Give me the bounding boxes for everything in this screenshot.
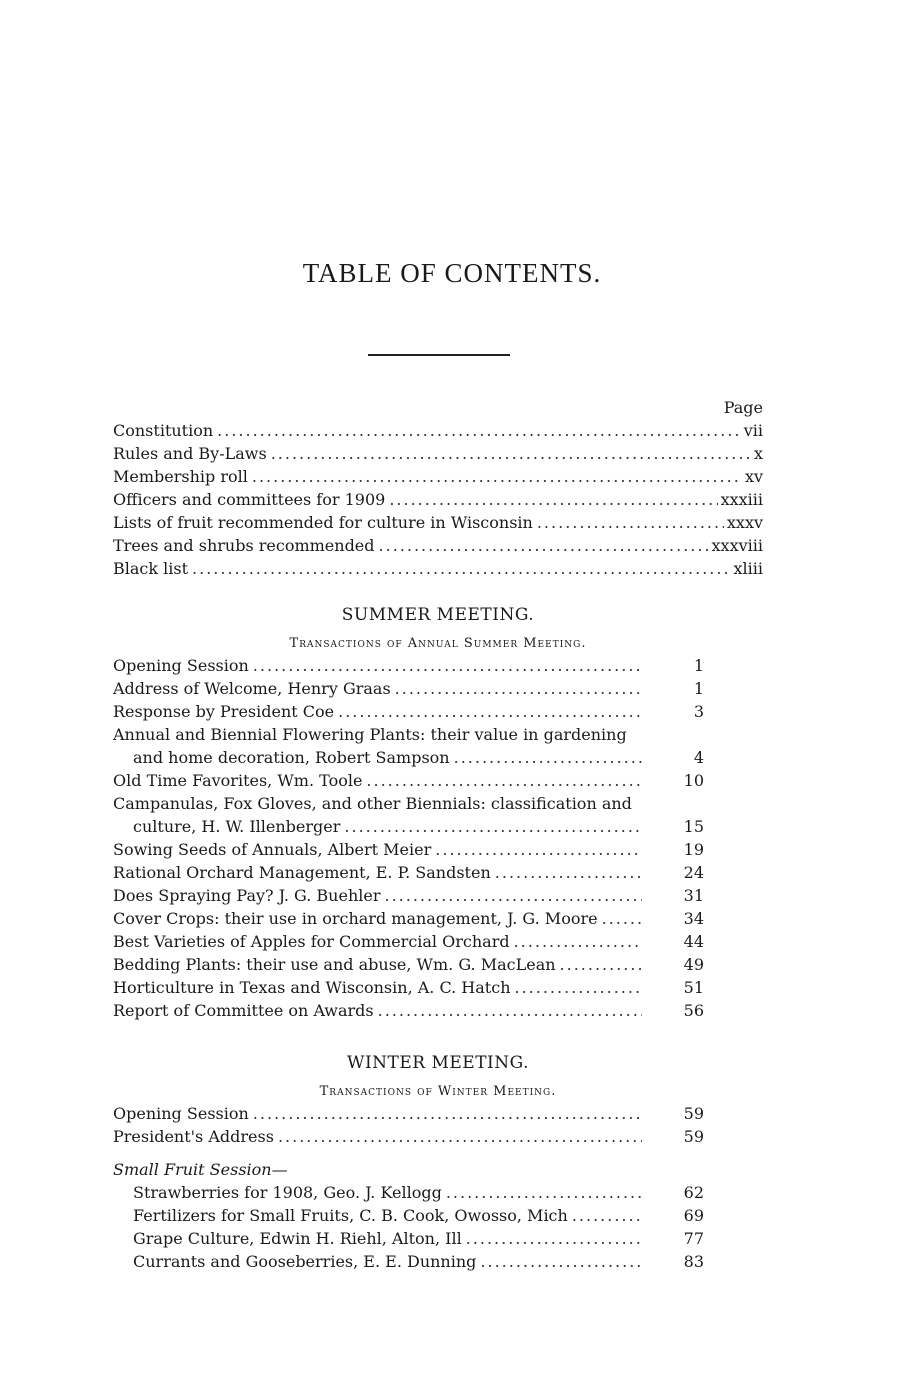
entry-page-number: 15 — [683, 817, 704, 836]
toc-entry — [113, 976, 704, 999]
toc-entry — [133, 1250, 704, 1273]
summer-list — [113, 654, 763, 1022]
dot-leader — [385, 884, 643, 907]
dot-leader — [495, 861, 642, 884]
entry-title: Opening Session — [113, 656, 249, 675]
toc-entry — [113, 838, 704, 861]
entry-title: Address of Welcome, Henry Graas — [113, 679, 391, 698]
small-fruit-session-heading: Small Fruit Session— — [113, 1160, 288, 1179]
toc-entry — [113, 511, 763, 534]
entry-title: Black list — [113, 559, 189, 578]
entry-title: Old Time Favorites, Wm. Toole — [113, 771, 363, 790]
toc-entry — [113, 907, 704, 930]
dot-leader — [537, 511, 724, 534]
entry-page-number: 83 — [683, 1252, 704, 1271]
dot-leader — [560, 953, 642, 976]
toc-entry — [113, 465, 763, 488]
summer-subheading: Transactions of Annual Summer Meeting. — [289, 636, 587, 651]
entry-title: Trees and shrubs recommended — [113, 536, 375, 555]
dot-leader — [515, 976, 643, 999]
entry-title-line: Campanulas, Fox Gloves, and other Biennials: classification and — [113, 794, 632, 813]
entry-page-number: 34 — [683, 909, 704, 928]
entry-title: Strawberries for 1908, Geo. J. Kellogg — [133, 1183, 442, 1202]
entry-page-number: 1 — [693, 679, 704, 698]
entry-title: Rules and By-Laws — [113, 444, 267, 463]
entry-title: President's Address — [113, 1127, 274, 1146]
toc-entry — [113, 1125, 704, 1148]
toc-entry — [133, 1227, 704, 1250]
dot-leader — [338, 700, 642, 723]
entry-page-number: 77 — [683, 1229, 704, 1248]
winter-heading: WINTER MEETING. — [346, 1053, 530, 1073]
toc-entry — [113, 419, 763, 442]
dot-leader — [253, 1102, 642, 1125]
toc-entry — [113, 488, 763, 511]
dot-leader — [454, 746, 642, 769]
entry-page-number: 69 — [683, 1206, 704, 1225]
summer-heading: SUMMER MEETING. — [341, 605, 535, 625]
entry-page-number: 56 — [683, 1001, 704, 1020]
toc-entry — [113, 884, 704, 907]
entry-page-number: 59 — [683, 1127, 704, 1146]
entry-page-number: 10 — [683, 771, 704, 790]
dot-leader — [378, 999, 642, 1022]
entry-title: Best Varieties of Apples for Commercial Orchard — [113, 932, 510, 951]
toc-entry-multiline — [113, 792, 763, 838]
entry-title: Grape Culture, Edwin H. Riehl, Alton, Ill — [133, 1229, 462, 1248]
dot-leader — [446, 1181, 642, 1204]
dot-leader — [252, 465, 742, 488]
entry-page-number: 31 — [683, 886, 704, 905]
winter-subheading: Transactions of Winter Meeting. — [319, 1084, 557, 1099]
entry-title: Sowing Seeds of Annuals, Albert Meier — [113, 840, 432, 859]
entry-page-number: 19 — [683, 840, 704, 859]
dot-leader — [395, 677, 642, 700]
toc-entry — [133, 1181, 704, 1204]
entry-title: Cover Crops: their use in orchard management, J. G. Moore — [113, 909, 598, 928]
toc-entry — [113, 815, 704, 838]
entry-page-number: xv — [744, 467, 763, 486]
winter-list — [113, 1102, 763, 1148]
dot-leader — [572, 1204, 642, 1227]
entry-page-number: xliii — [733, 559, 763, 578]
entry-page-number: 51 — [683, 978, 704, 997]
entry-title: Membership roll — [113, 467, 248, 486]
entry-title: and home decoration, Robert Sampson — [133, 748, 450, 767]
entry-title: Rational Orchard Management, E. P. Sandsten — [113, 863, 491, 882]
dot-leader — [366, 769, 642, 792]
dot-leader — [514, 930, 642, 953]
title-rule — [368, 354, 510, 356]
dot-leader — [217, 419, 741, 442]
dot-leader — [271, 442, 751, 465]
dot-leader — [435, 838, 642, 861]
entry-title: Constitution — [113, 421, 214, 440]
entry-page-number: 3 — [693, 702, 704, 721]
toc-entry — [113, 1102, 704, 1125]
dot-leader — [466, 1227, 642, 1250]
entry-page-number: 49 — [683, 955, 704, 974]
dot-leader — [253, 654, 642, 677]
toc-entry — [113, 677, 704, 700]
dot-leader — [192, 557, 730, 580]
dot-leader — [480, 1250, 642, 1273]
toc-entry — [113, 557, 763, 580]
toc-entry — [113, 700, 704, 723]
entry-title: Currants and Gooseberries, E. E. Dunning — [133, 1252, 477, 1271]
dot-leader — [278, 1125, 642, 1148]
entry-page-number: 1 — [693, 656, 704, 675]
entry-title: Response by President Coe — [113, 702, 335, 721]
dot-leader — [344, 815, 642, 838]
entry-page-number: 24 — [683, 863, 704, 882]
front-matter-list — [113, 419, 763, 580]
entry-title: Does Spraying Pay? J. G. Buehler — [113, 886, 381, 905]
entry-title-line: Annual and Biennial Flowering Plants: their value in gardening — [113, 725, 627, 744]
entry-page-number: x — [753, 444, 763, 463]
toc-entry — [113, 999, 704, 1022]
entry-title: Officers and committees for 1909 — [113, 490, 386, 509]
entry-page-number: 62 — [683, 1183, 704, 1202]
small-fruit-session-list — [113, 1181, 763, 1273]
toc-entry — [113, 442, 763, 465]
toc-entry — [113, 953, 704, 976]
toc-entry — [133, 1204, 704, 1227]
entry-page-number: xxxviii — [711, 536, 763, 555]
entry-title: Horticulture in Texas and Wisconsin, A. C. Hatch — [113, 978, 511, 997]
table-of-contents — [113, 396, 763, 1273]
toc-entry-multiline — [113, 723, 763, 769]
entry-title: Bedding Plants: their use and abuse, Wm. G. MacLean — [113, 955, 556, 974]
dot-leader — [389, 488, 717, 511]
toc-entry — [113, 861, 704, 884]
entry-page-number: 4 — [693, 748, 704, 767]
page-title: TABLE OF CONTENTS. — [302, 258, 602, 288]
entry-page-number: 44 — [683, 932, 704, 951]
entry-page-number: vii — [743, 421, 763, 440]
dot-leader — [602, 907, 642, 930]
entry-title: Report of Committee on Awards — [113, 1001, 374, 1020]
dot-leader — [379, 534, 709, 557]
toc-entry — [113, 930, 704, 953]
entry-page-number: xxxiii — [720, 490, 763, 509]
entry-title: Opening Session — [113, 1104, 249, 1123]
entry-title: culture, H. W. Illenberger — [133, 817, 341, 836]
entry-title: Lists of fruit recommended for culture in Wisconsin — [113, 513, 533, 532]
toc-entry — [113, 654, 704, 677]
page-column-label: Page — [723, 398, 763, 417]
toc-entry — [113, 746, 704, 769]
entry-page-number: 59 — [683, 1104, 704, 1123]
entry-page-number: xxxv — [726, 513, 763, 532]
toc-entry — [113, 769, 704, 792]
entry-title: Fertilizers for Small Fruits, C. B. Cook, Owosso, Mich — [133, 1206, 568, 1225]
toc-entry — [113, 534, 763, 557]
